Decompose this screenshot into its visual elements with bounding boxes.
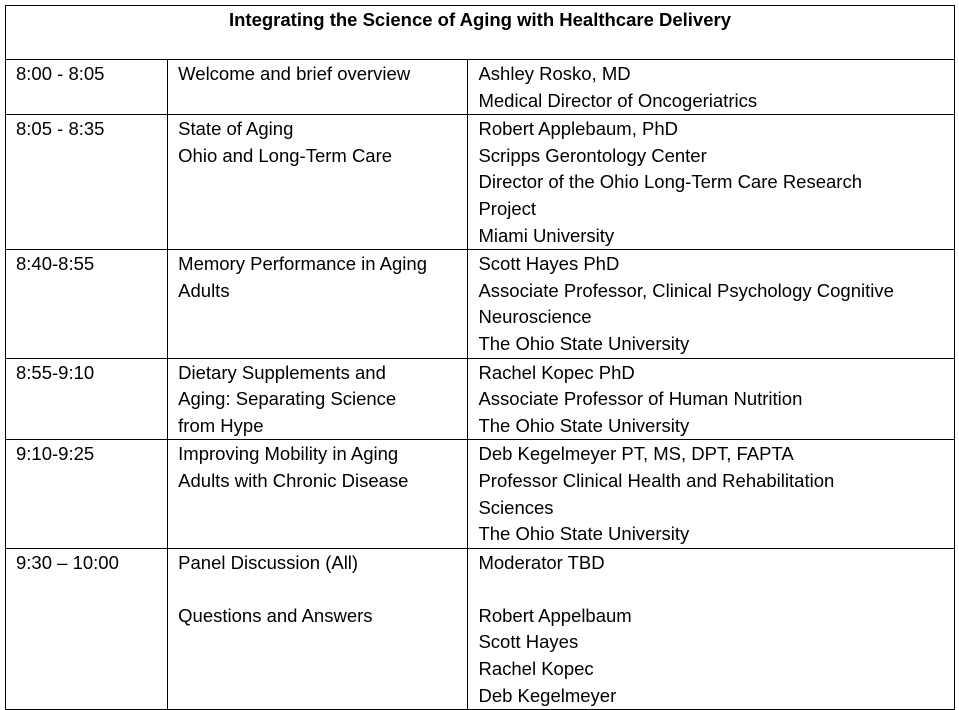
- session-time: 9:30 – 10:00: [16, 551, 119, 573]
- topic-line: from Hype: [178, 414, 264, 436]
- speaker-cell: [468, 440, 955, 548]
- topic-cell: [168, 250, 468, 358]
- table-row: [6, 115, 955, 250]
- topic-line: Aging: Separating Science: [178, 388, 397, 410]
- speaker-line: The Ohio State University: [478, 414, 690, 436]
- session-time: 8:00 - 8:05: [16, 63, 105, 84]
- speaker-line: Robert Appelbaum: [478, 604, 632, 626]
- table-row: [6, 250, 955, 358]
- speaker-cell: [468, 60, 955, 115]
- table-row: [6, 60, 955, 115]
- speaker-line: Associate Professor of Human Nutrition: [478, 388, 803, 410]
- speaker-cell: [468, 358, 955, 440]
- speaker-line: Rachel Kopec: [478, 658, 594, 680]
- topic-cell: [168, 60, 468, 115]
- speaker-line: [478, 576, 946, 603]
- topic-cell: [168, 358, 468, 440]
- topic-cell: [168, 548, 468, 710]
- topic-line: Memory Performance in Aging: [178, 253, 427, 275]
- session-time: 8:05 - 8:35: [16, 118, 105, 140]
- table-row: [6, 358, 955, 440]
- time-cell: [6, 358, 168, 440]
- speaker-line: Scripps Gerontology Center: [478, 144, 707, 166]
- session-time: 8:55-9:10: [16, 361, 95, 383]
- speaker-line: Project: [478, 197, 537, 219]
- speaker-line: The Ohio State University: [478, 523, 690, 545]
- time-cell: [6, 440, 168, 548]
- topic-line: [178, 576, 459, 603]
- session-time: 8:40-8:55: [16, 253, 95, 275]
- topic-line: Adults with Chronic Disease: [178, 469, 409, 491]
- title-cell: [6, 6, 955, 60]
- speaker-line: Scott Hayes PhD: [478, 253, 620, 275]
- speaker-cell: [468, 115, 955, 250]
- topic-line: Dietary Supplements and: [178, 361, 386, 383]
- speaker-line: Professor Clinical Health and Rehabilitation: [478, 469, 835, 491]
- agenda-table: [5, 5, 955, 710]
- speaker-line: Miami University: [478, 224, 615, 246]
- table-row: [6, 548, 955, 710]
- speaker-line: Robert Applebaum, PhD: [478, 118, 678, 140]
- topic-line: Ohio and Long-Term Care: [178, 144, 393, 166]
- topic-line: Welcome and brief overview: [178, 63, 411, 84]
- speaker-cell: [468, 548, 955, 710]
- speaker-cell: [468, 250, 955, 358]
- time-cell: [6, 548, 168, 710]
- title-row: [6, 6, 955, 60]
- time-cell: [6, 115, 168, 250]
- speaker-line: Medical Director of Oncogeriatrics: [478, 89, 758, 111]
- agenda-title: Integrating the Science of Aging with Healthcare Delivery: [228, 9, 731, 30]
- time-cell: [6, 60, 168, 115]
- speaker-line: Deb Kegelmeyer PT, MS, DPT, FAPTA: [478, 443, 794, 465]
- topic-line: Improving Mobility in Aging: [178, 443, 399, 465]
- table-row: [6, 440, 955, 548]
- speaker-line: Moderator TBD: [478, 551, 605, 573]
- topic-line: Adults: [178, 279, 230, 301]
- time-cell: [6, 250, 168, 358]
- speaker-line: The Ohio State University: [478, 332, 690, 354]
- speaker-line: Neuroscience: [478, 306, 592, 328]
- speaker-line: Sciences: [478, 496, 554, 518]
- speaker-line: Director of the Ohio Long-Term Care Research: [478, 171, 862, 193]
- topic-cell: [168, 115, 468, 250]
- topic-line: Panel Discussion (All): [178, 551, 359, 573]
- speaker-line: Scott Hayes: [478, 631, 579, 653]
- speaker-line: Ashley Rosko, MD: [478, 63, 631, 84]
- session-time: 9:10-9:25: [16, 443, 95, 465]
- topic-line: Questions and Answers: [178, 604, 373, 626]
- topic-cell: [168, 440, 468, 548]
- speaker-line: Associate Professor, Clinical Psychology Cognitive: [478, 279, 894, 301]
- speaker-line: Deb Kegelmeyer: [478, 684, 617, 706]
- topic-line: State of Aging: [178, 118, 294, 140]
- speaker-line: Rachel Kopec PhD: [478, 361, 635, 383]
